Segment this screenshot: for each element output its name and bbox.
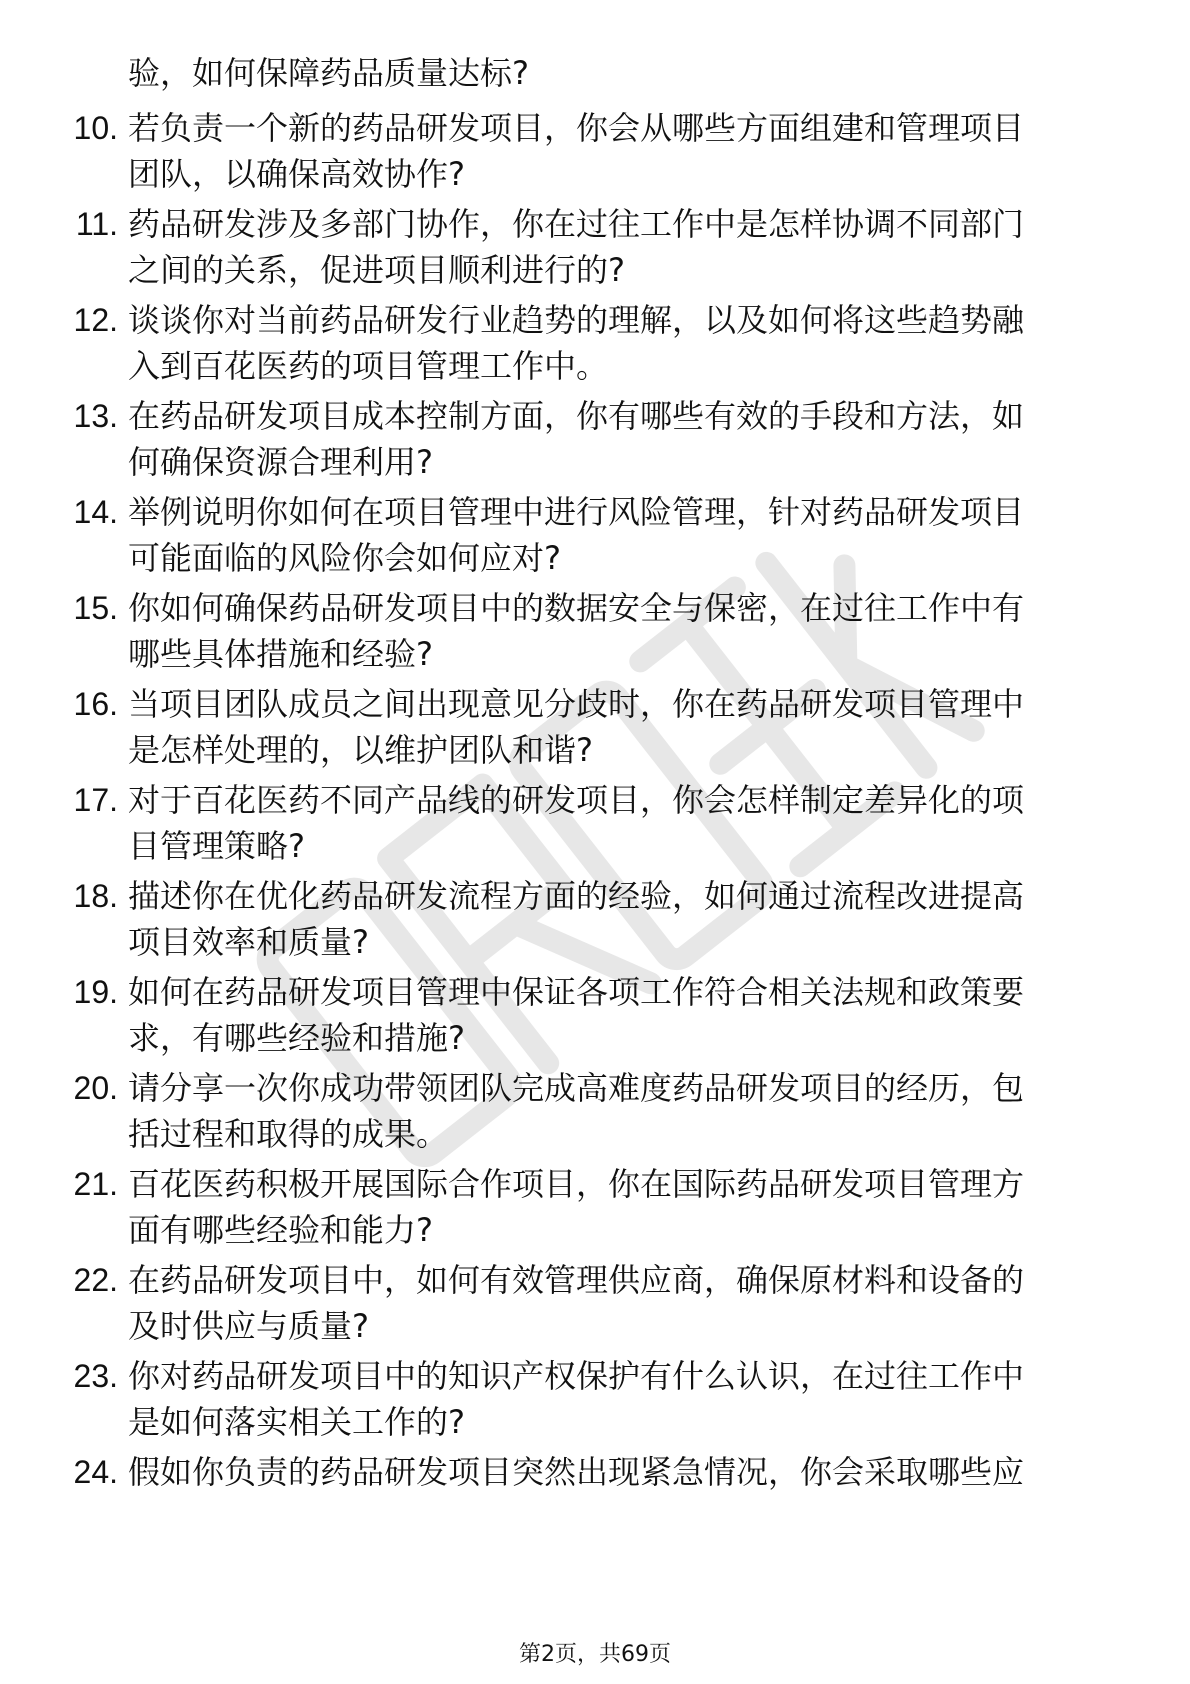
item-text-line: 如何在药品研发项目管理中保证各项工作符合相关法规和政策要 — [128, 973, 1025, 1011]
item-text-line: 对于百花医药不同产品线的研发项目，你会怎样制定差异化的项 — [128, 781, 1025, 819]
item-text-line: 在药品研发项目中，如何有效管理供应商，确保原材料和设备的 — [128, 1261, 1025, 1299]
item-number: 10. — [73, 110, 118, 146]
item-text — [128, 393, 1118, 485]
item-text-line: 求，有哪些经验和措施? — [128, 1019, 465, 1057]
item-text-line: 描述你在优化药品研发流程方面的经验，如何通过流程改进提高 — [128, 877, 1025, 915]
item-text-line: 若负责一个新的药品研发项目，你会从哪些方面组建和管理项目 — [128, 109, 1025, 147]
item-number: 23. — [73, 1358, 118, 1394]
item-number: 19. — [73, 974, 118, 1010]
item-text — [128, 1353, 1118, 1445]
item-text — [128, 1161, 1118, 1253]
item-text — [128, 969, 1118, 1061]
item-number: 24. — [73, 1454, 118, 1490]
page-footer: 第2页，共69页 — [519, 1642, 671, 1667]
item-text-line: 目管理策略? — [128, 827, 305, 865]
item-text — [128, 1257, 1118, 1349]
item-text-line: 你对药品研发项目中的知识产权保护有什么认识，在过往工作中 — [128, 1357, 1025, 1395]
item-text-line: 入到百花医药的项目管理工作中。 — [128, 347, 609, 385]
item-text-line: 在药品研发项目成本控制方面，你有哪些有效的手段和方法，如 — [128, 397, 1025, 435]
item-text — [128, 873, 1118, 965]
item-number: 22. — [73, 1262, 118, 1298]
item-number: 21. — [73, 1166, 118, 1202]
item-text-line: 可能面临的风险你会如何应对? — [128, 539, 561, 577]
item-text-line: 团队，以确保高效协作? — [128, 155, 465, 193]
item-text — [128, 489, 1118, 581]
item-text-line: 面有哪些经验和能力? — [128, 1211, 433, 1249]
item-number: 17. — [73, 782, 118, 818]
item-text-line: 药品研发涉及多部门协作，你在过往工作中是怎样协调不同部门 — [128, 205, 1025, 243]
item-text-line: 假如你负责的药品研发项目突然出现紧急情况，你会采取哪些应 — [128, 1453, 1025, 1491]
item-text-line: 是如何落实相关工作的? — [128, 1403, 465, 1441]
item-text-line: 项目效率和质量? — [128, 923, 369, 961]
item-number: 12. — [73, 302, 118, 338]
item-text-line: 请分享一次你成功带领团队完成高难度药品研发项目的经历，包 — [128, 1069, 1025, 1107]
item-number: 14. — [73, 494, 118, 530]
item-text — [128, 1065, 1118, 1157]
item-text-line: 你如何确保药品研发项目中的数据安全与保密，在过往工作中有 — [128, 589, 1025, 627]
item-text-line: 当项目团队成员之间出现意见分歧时，你在药品研发项目管理中 — [128, 685, 1025, 723]
item-text-line: 之间的关系，促进项目顺利进行的? — [128, 251, 625, 289]
item-text — [128, 777, 1118, 869]
item-number: 18. — [73, 878, 118, 914]
continuation-text: 验，如何保障药品质量达标? — [128, 54, 529, 92]
item-text — [128, 297, 1118, 389]
item-number: 15. — [73, 590, 118, 626]
item-text-line: 谈谈你对当前药品研发行业趋势的理解，以及如何将这些趋势融 — [128, 301, 1025, 339]
item-text — [128, 201, 1118, 293]
item-text-line: 括过程和取得的成果。 — [128, 1115, 449, 1153]
item-text — [128, 105, 1118, 197]
item-text — [128, 585, 1118, 677]
item-text-line: 哪些具体措施和经验? — [128, 635, 433, 673]
item-text-line: 及时供应与质量? — [128, 1307, 369, 1345]
item-number: 20. — [73, 1070, 118, 1106]
item-number: 11. — [75, 206, 118, 242]
item-text-line: 何确保资源合理利用? — [128, 443, 433, 481]
item-text-line: 举例说明你如何在项目管理中进行风险管理，针对药品研发项目 — [128, 493, 1025, 531]
item-number: 16. — [73, 686, 118, 722]
item-number: 13. — [73, 398, 118, 434]
item-text-line: 百花医药积极开展国际合作项目，你在国际药品研发项目管理方 — [128, 1165, 1025, 1203]
item-text — [128, 1449, 1118, 1495]
item-text-line: 是怎样处理的，以维护团队和谐? — [128, 731, 593, 769]
item-text — [128, 681, 1118, 773]
